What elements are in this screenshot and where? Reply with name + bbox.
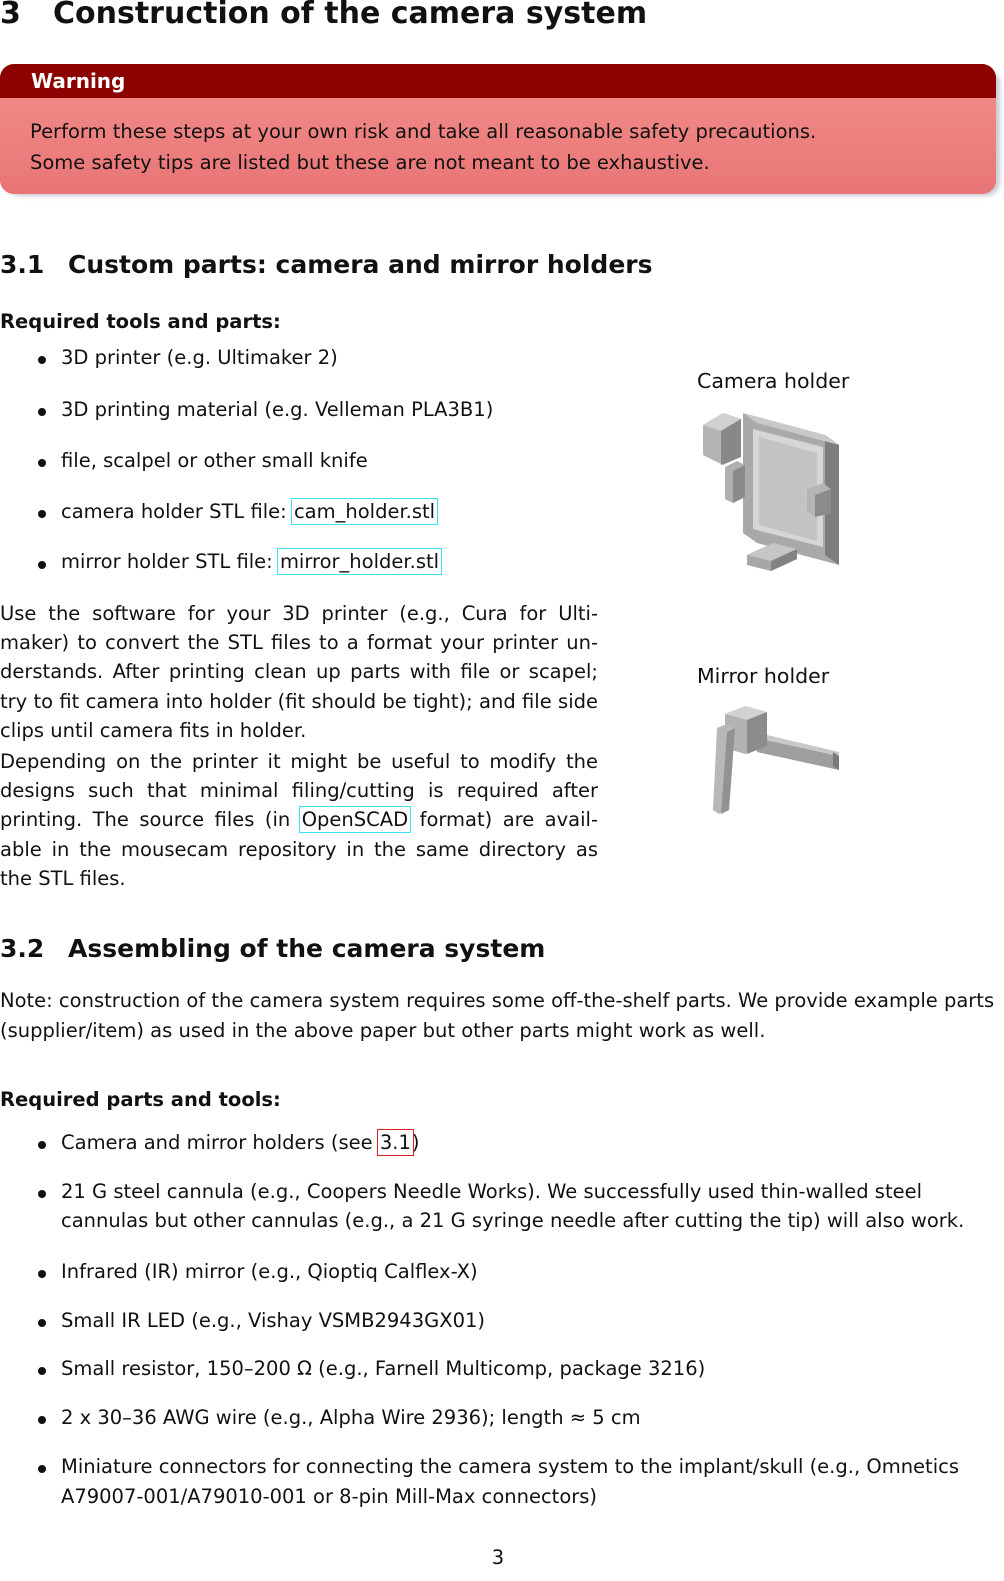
camera-stl-label: camera holder STL file: [61,500,293,523]
required-tools-label: Required tools and parts: [0,310,281,333]
bullet [38,408,46,416]
paragraph-depending-post: format) are available in the mousecam repository in the same directory as the STL files. [0,808,598,890]
mirror-stl-label: mirror holder STL file: [61,550,279,573]
warning-box [0,64,996,194]
subsection-title: Custom parts: camera and mirror holders [68,250,653,279]
list-item-mirror: Infrared (IR) mirror (e.g., Qioptiq Calflex-X) [61,1260,478,1283]
section-heading [0,0,647,31]
list-item-cannula-line2: cannulas but other cannulas (e.g., a 21 G syringe needle after cutting the tip) will also work. [61,1209,965,1232]
list-item-led: Small IR LED (e.g., Vishay VSMB2943GX01) [61,1309,486,1332]
list-item-mirror-stl [61,550,440,573]
bullet [38,561,46,569]
section-title: Construction of the camera system [53,0,648,31]
holders-text: Camera and mirror holders (see [61,1131,379,1154]
warning-body [0,98,996,194]
list-item-connectors-line1: Miniature connectors for connecting the camera system to the implant/skull (e.g., Omnetics [61,1455,959,1478]
section-number: 3 [0,0,21,31]
bullet [38,1270,46,1278]
bullet [38,1367,46,1375]
mirror-holder-caption: Mirror holder [697,664,830,688]
mirror-holder-stl-link[interactable]: mirror_holder.stl [279,550,440,573]
paragraph-depending [0,747,598,893]
required-parts-label: Required parts and tools: [0,1088,281,1111]
section-3-1-link[interactable]: 3.1 [379,1131,411,1154]
bullet [38,1319,46,1327]
list-item-wire: 2 x 30–36 AWG wire (e.g., Alpha Wire 2936); length ≈ 5 cm [61,1406,641,1429]
camera-holder-model-image [697,405,847,573]
list-item: file, scalpel or other small knife [61,449,368,472]
subsection-heading-3-2 [0,934,545,963]
bullet [38,1465,46,1473]
bullet [38,1190,46,1198]
paragraph-software: Use the software for your 3D printer (e.g., Cura for Ultimaker) to convert the STL files to a format your printer understands. After printing clean up parts with file or scapel; try to fit camera into holder (fit should be tight); and file side clips until camera fits in holder. [0,602,598,742]
page-number: 3 [491,1546,505,1569]
note-paragraph: Note: construction of the camera system requires some off-the-shelf parts. We provide example parts (supplier/item) as used in the above paper but other parts might work as well. [0,989,995,1042]
subsection-number: 3.2 [0,934,45,963]
bullet [38,356,46,364]
bullet [38,1141,46,1149]
subsection-heading-3-1 [0,250,653,279]
warning-line-2: Some safety tips are listed but these are not meant to be exhaustive. [30,151,710,174]
holders-close: ) [411,1131,420,1154]
list-item-cannula-line1: 21 G steel cannula (e.g., Coopers Needle Works). We successfully used thin-walled steel [61,1180,923,1203]
subsection-title: Assembling of the camera system [68,934,546,963]
subsection-number: 3.1 [0,250,45,279]
warning-title: Warning [0,64,996,98]
list-item: 3D printing material (e.g. Velleman PLA3B1) [61,398,494,421]
list-item-resistor: Small resistor, 150–200 Ω (e.g., Farnell Multicomp, package 3216) [61,1357,706,1380]
cam-holder-stl-link[interactable]: cam_holder.stl [293,500,436,523]
bullet [38,510,46,518]
list-item-holders [61,1131,419,1154]
warning-line-1: Perform these steps at your own risk and take all reasonable safety precautions. [30,120,817,143]
paragraph-depending-pre: Depending on the printer it might be useful to modify the designs such that minimal filing/cutting is required after printing. The source files (in [0,750,598,832]
bullet [38,1416,46,1424]
camera-holder-caption: Camera holder [697,369,850,393]
mirror-holder-model-image [697,700,847,830]
list-item-connectors-line2: A79007-001/A79010-001 or 8-pin Mill-Max connectors) [61,1485,598,1508]
list-item: 3D printer (e.g. Ultimaker 2) [61,346,338,369]
list-item-camera-stl [61,500,436,523]
bullet [38,459,46,467]
openscad-link[interactable]: OpenSCAD [301,808,409,832]
